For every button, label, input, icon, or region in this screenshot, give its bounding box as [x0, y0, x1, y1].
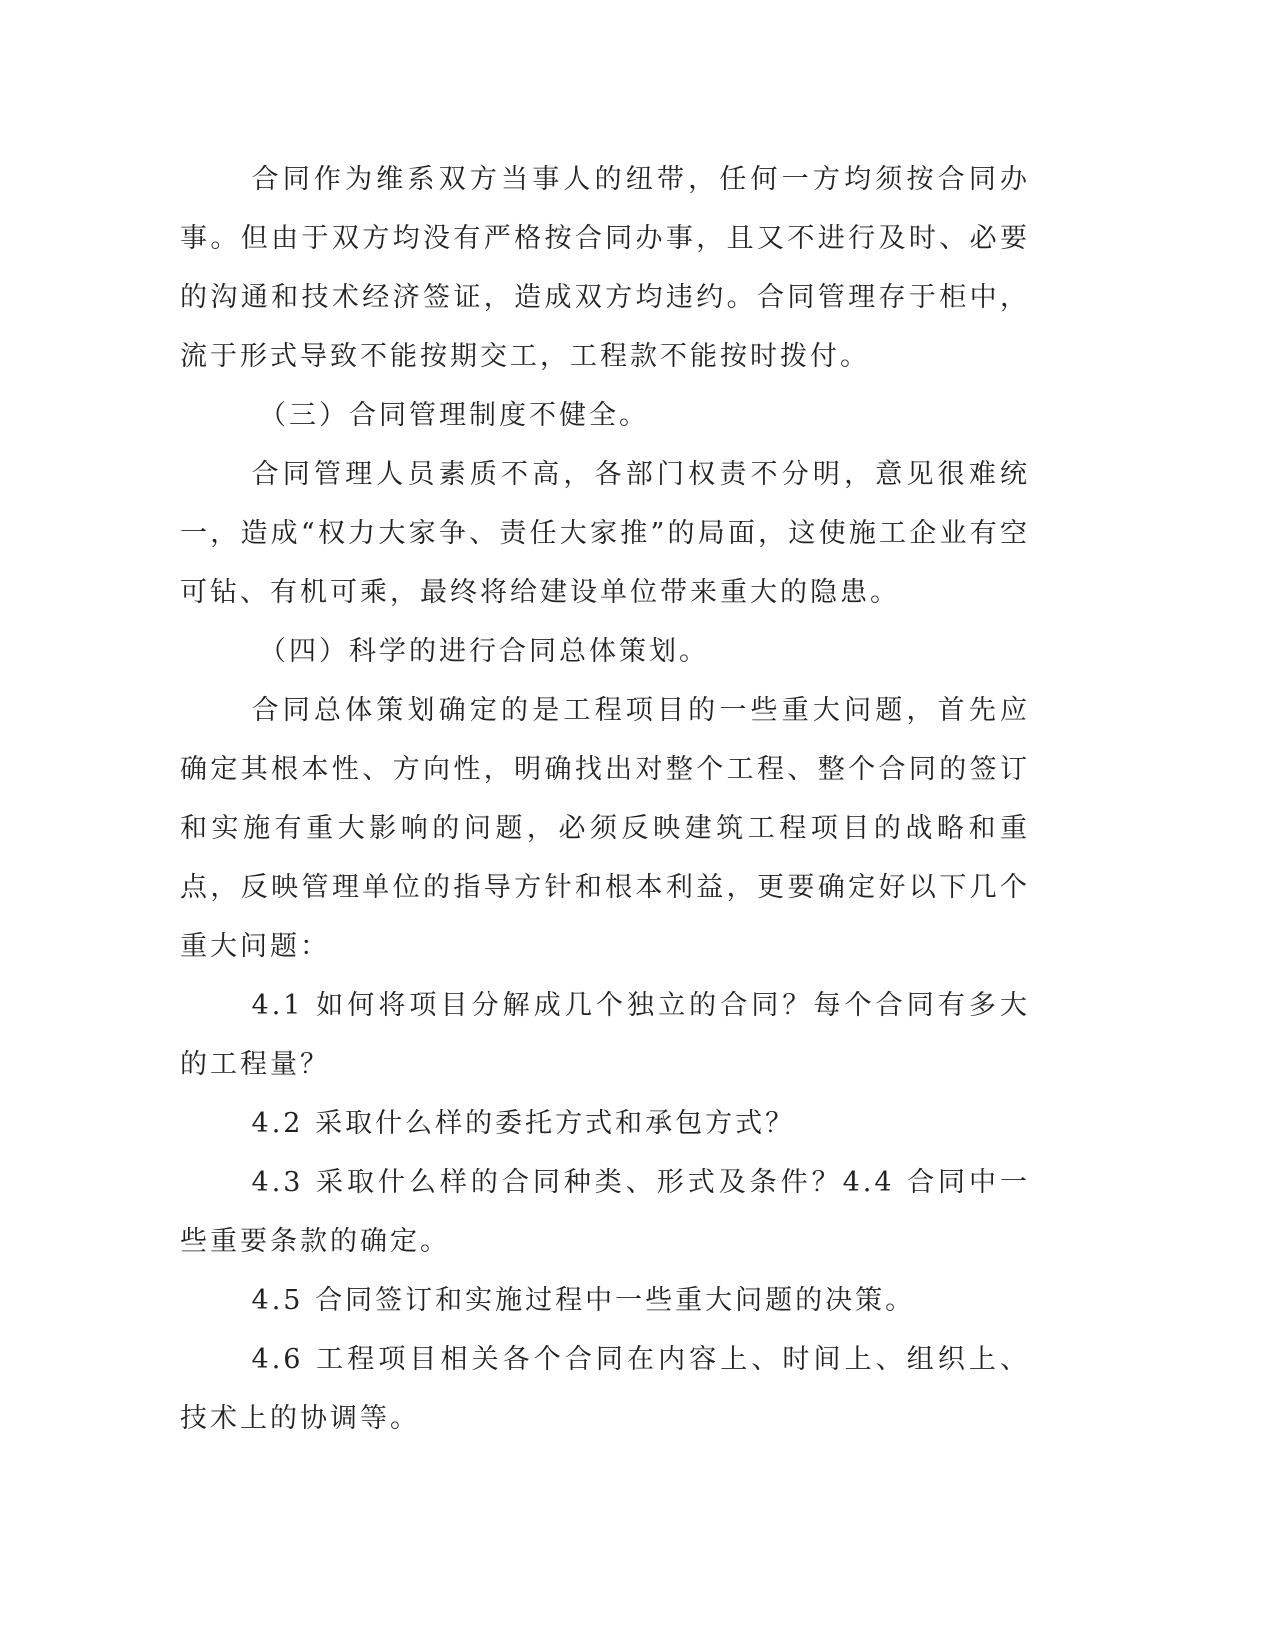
section-heading-4: （四）科学的进行合同总体策划。	[259, 636, 709, 667]
section-heading-3: （三）合同管理制度不健全。	[259, 400, 649, 431]
list-item-4-2: 4.2 采取什么样的委托方式和承包方式？	[251, 1108, 796, 1139]
list-item-4-1: 4.1 如何将项目分解成几个独立的合同？每个合同有多大的工程量？	[180, 990, 1030, 1080]
list-item-4-3: 4.3 采取什么样的合同种类、形式及条件？4.4 合同中一些重要条款的确定。	[180, 1167, 1030, 1257]
document-page	[180, 150, 1030, 1448]
list-item-4-6: 4.6 工程项目相关各个合同在内容上、时间上、组织上、技术上的协调等。	[180, 1344, 1030, 1434]
paragraph-contract-bond: 合同作为维系双方当事人的纽带，任何一方均须按合同办事。但由于双方均没有严格按合同办事，且又不进行及时、必要的沟通和技术经济签证，造成双方均违约。合同管理存于柜中，流于形式导致不能按期交工，工程款不能按时拨付。	[180, 164, 1030, 372]
list-item-4-5: 4.5 合同签订和实施过程中一些重大问题的决策。	[251, 1285, 916, 1316]
paragraph-personnel-quality: 合同管理人员素质不高，各部门权责不分明，意见很难统一，造成“权力大家争、责任大家推”的局面，这使施工企业有空可钻、有机可乘，最终将给建设单位带来重大的隐患。	[180, 459, 1030, 608]
paragraph-overall-planning: 合同总体策划确定的是工程项目的一些重大问题，首先应确定其根本性、方向性，明确找出对整个工程、整个合同的签订和实施有重大影响的问题，必须反映建筑工程项目的战略和重点，反映管理单位的指导方针和根本利益，更要确定好以下几个重大问题：	[180, 695, 1030, 962]
